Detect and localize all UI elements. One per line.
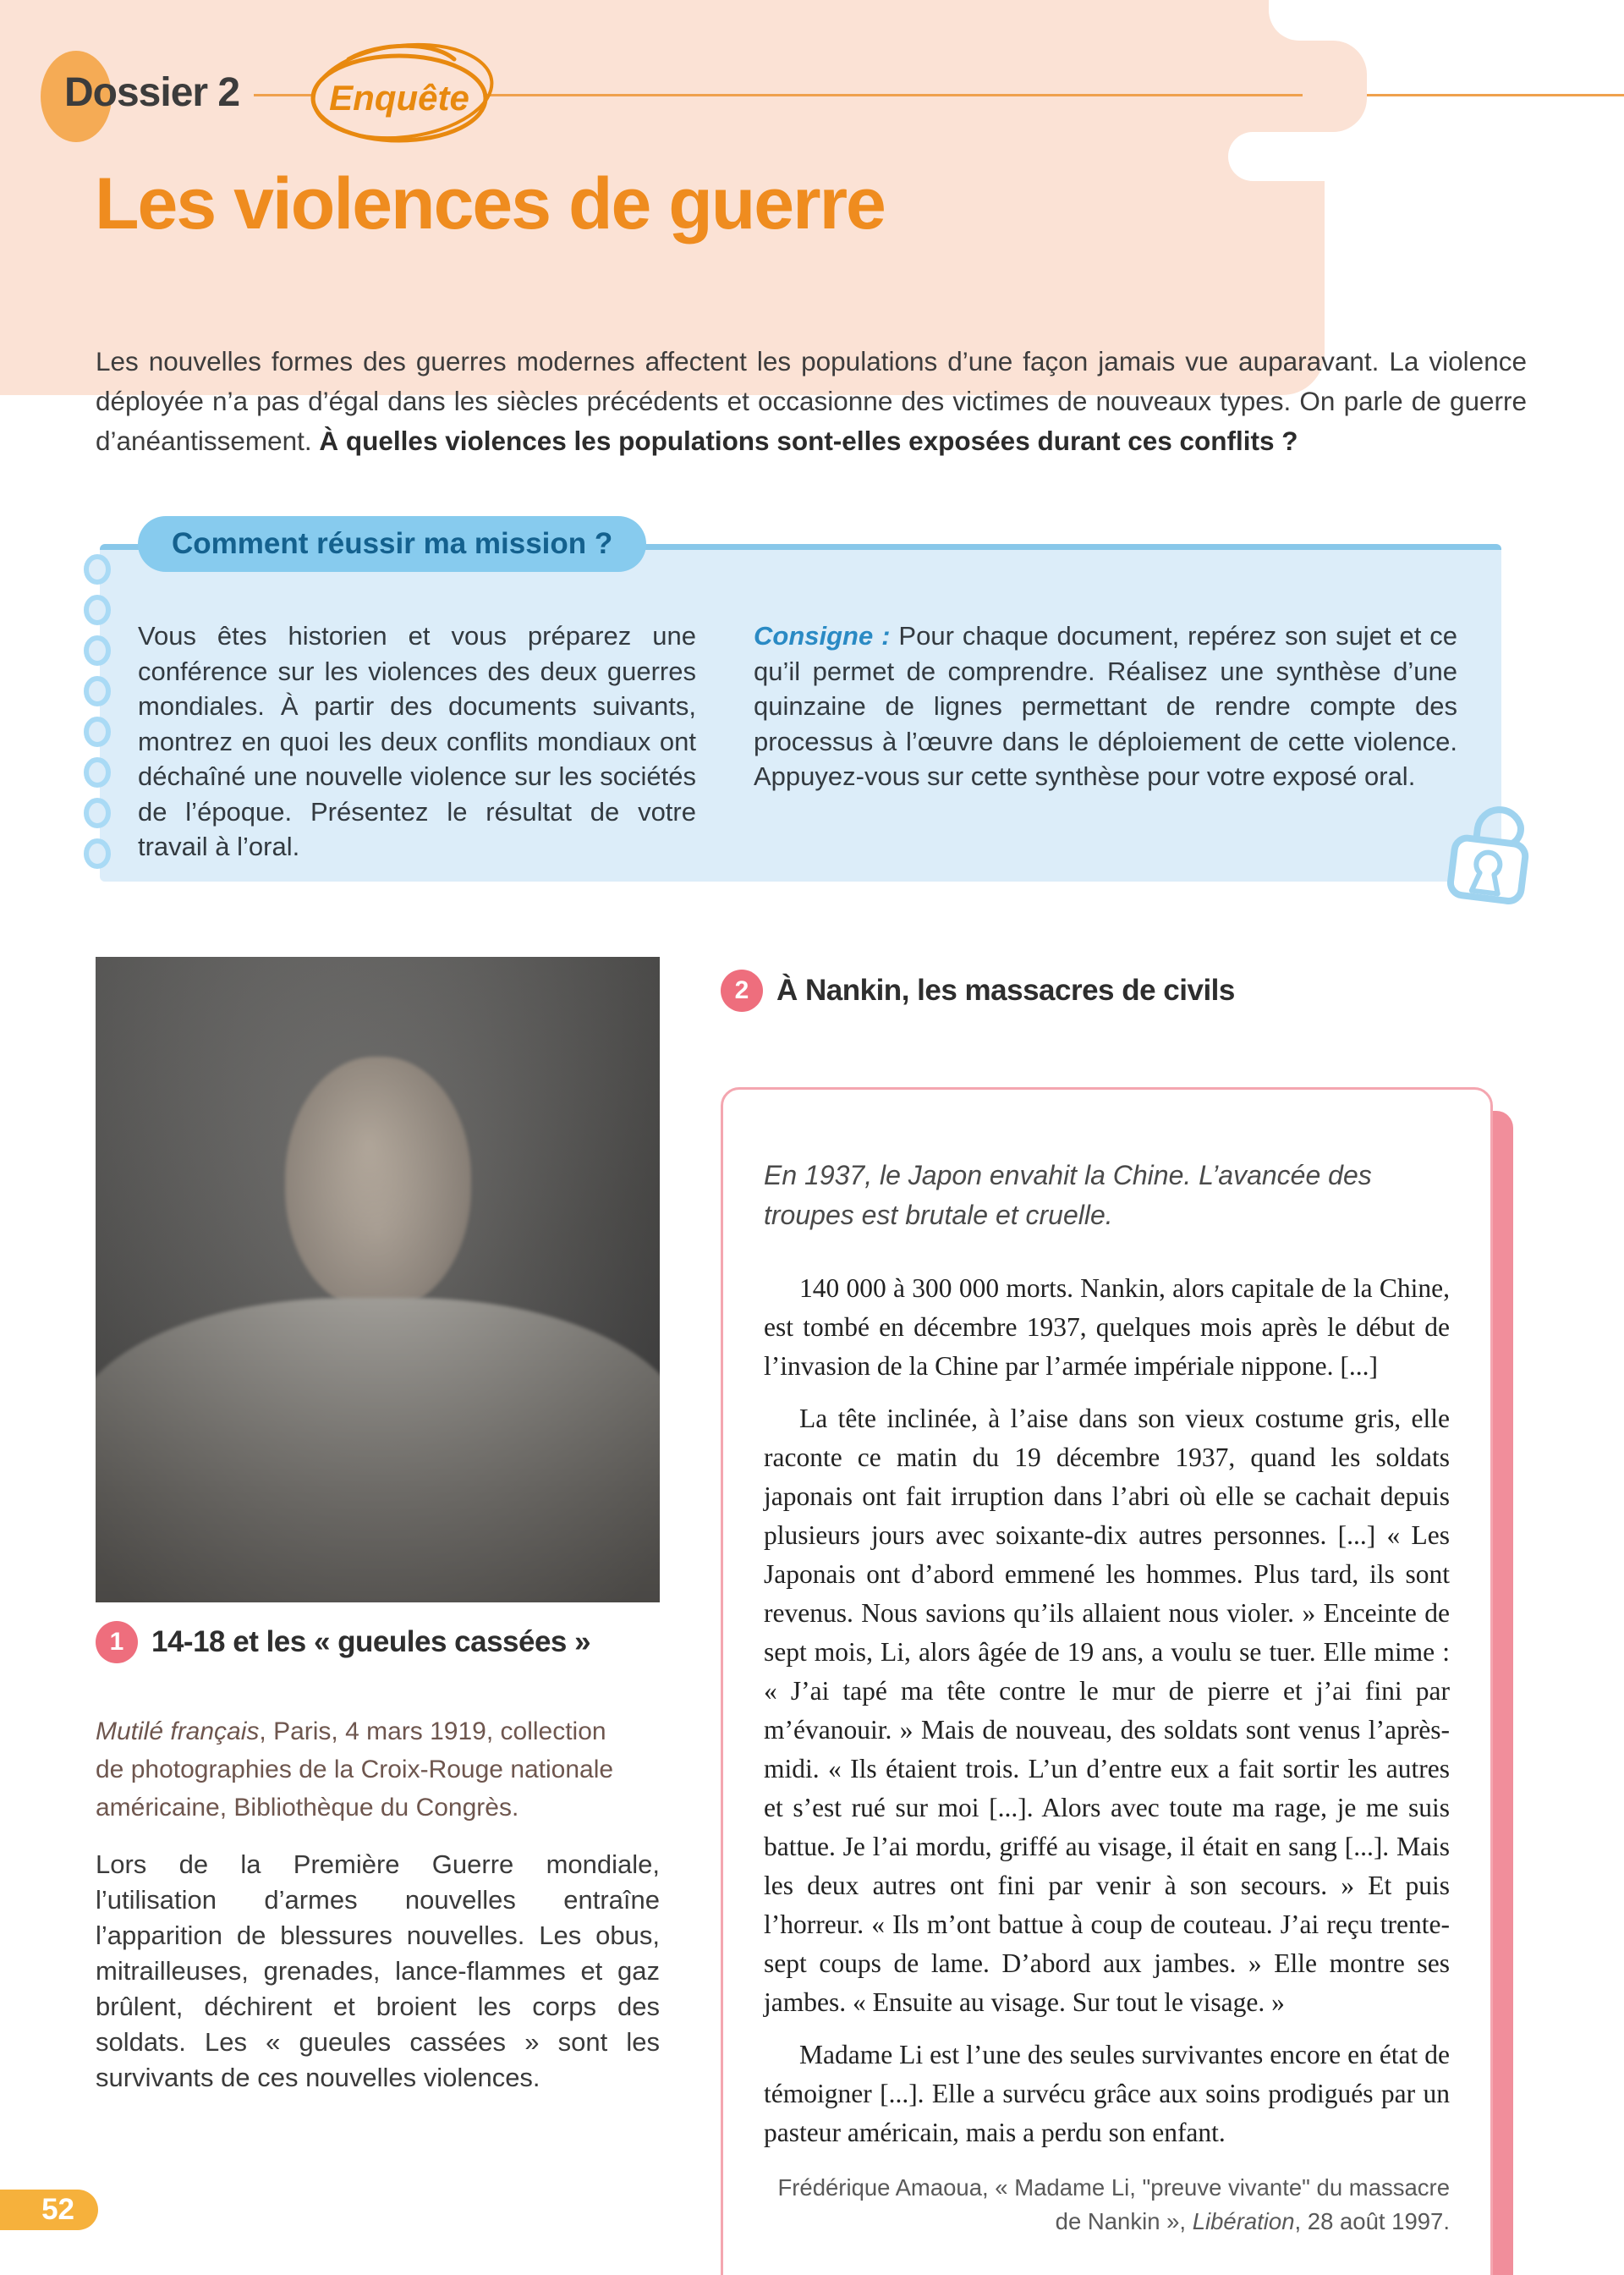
doc2-source-journal: Libération xyxy=(1192,2208,1295,2234)
spiral-binding-icon xyxy=(71,554,123,886)
doc2-number-badge: 2 xyxy=(721,970,763,1012)
doc1-caption xyxy=(96,1712,637,1827)
mission-title-pill xyxy=(138,516,646,572)
page-title: Les violences de guerre xyxy=(95,163,885,245)
doc2-source xyxy=(764,2171,1450,2239)
doc2-chapeau: En 1937, le Japon envahit la Chine. L’avancée des troupes est brutale et cruelle. xyxy=(764,1160,1372,1230)
doc1-title: 14-18 et les « gueules cassées » xyxy=(151,1625,591,1658)
mission-title: Comment réussir ma mission ? xyxy=(172,527,613,560)
doc1-caption-rest: , Paris, 4 mars 1919, collection de photographies de la Croix-Rouge nationale américaine, Bibliothèque du Congrès. xyxy=(96,1717,614,1822)
page-number-pill xyxy=(0,2190,98,2230)
doc1-caption-title: Mutilé français xyxy=(96,1717,260,1745)
doc2-paragraph-3: Madame Li est l’une des seules survivantes encore en état de témoigner [...]. Elle a survécu grâce aux soins prodigués par un pasteur américain, mais a perdu son enfant. xyxy=(764,2040,1450,2147)
page-number: 52 xyxy=(41,2193,74,2226)
soldier-photo xyxy=(96,957,660,1602)
page-header xyxy=(0,0,1325,395)
intro-text: Les nouvelles formes des guerres modernes affectent les populations d’une façon jamais vue auparavant. La violence déployée n’a pas d’égal dans les siècles précédents et occasionne des victimes de nouveaux types. On parle de guerre d’anéantissement. xyxy=(96,345,1527,456)
doc2-paragraph-2: La tête inclinée, à l’aise dans son vieux costume gris, elle raconte ce matin du 19 décembre 1937, quand les soldats japonais ont fait irruption dans l’abri où elle se cachait depuis plusieurs jours avec soixante-dix autres personnes. [...] « Les Japonais ont d’abord emmené les hommes. Plus tard, ils sont revenus. Nous savions qu’ils allaient nous violer. » Enceinte de sept mois, Li, alors âgée de 19 ans, a voulu se tuer. Elle mime : « J’ai tapé ma tête contre le mur de pierre et j’ai fini par m’évanouir. » Mais de nouveau, des soldats sont venus l’après-midi. « Ils étaient trois. L’un d’entre eux a fait sortir les autres et s’est rué sur moi [...]. Alors avec toute ma rage, je me suis battue. Je l’ai mordu, griffé au visage, il était en sang [...]. Mais les deux autres ont fini par venir à son secours. » Et puis l’horreur. « Ils m’ont battue à coup de couteau. J’ai reçu trente-sept coups de lame. D’abord aux jambes. » Elle montre ses jambes. « Ensuite au visage. Sur tout le visage. » xyxy=(764,1404,1450,2017)
doc2-header xyxy=(721,970,1235,1012)
consigne-body: Pour chaque document, repérez son sujet et ce qu’il permet de comprendre. Réalisez une synthèse d’une quinzaine de lignes permettant de rendre compte des processus à l’œuvre dans le déploiement de cette violence. Appuyez-vous sur cette synthèse pour votre exposé oral. xyxy=(754,621,1457,791)
open-lock-icon xyxy=(1436,789,1544,911)
enquete-badge xyxy=(298,41,501,152)
doc1-body-text: Lors de la Première Guerre mondiale, l’utilisation d’armes nouvelles entraîne l’apparition de blessures nouvelles. Les obus, mitrailleuses, grenades, lance-flammes et gaz brûlent, déchirent et broient les corps des soldats. Les « gueules cassées » sont les survivants de ces nouvelles violences. xyxy=(96,1849,660,2092)
doc1-number-badge: 1 xyxy=(96,1621,138,1663)
doc2-source-date: , 28 août 1997. xyxy=(1294,2208,1450,2234)
doc2-paragraph-1: 140 000 à 300 000 morts. Nankin, alors capitale de la Chine, est tombé en décembre 1937, quelques mois après le début de l’invasion de la Chine par l’armée impériale nippone. [...] xyxy=(764,1273,1450,1381)
intro-paragraph xyxy=(96,342,1527,461)
mission-brief-text: Vous êtes historien et vous préparez une conférence sur les violences des deux guerres mondiales. À partir des documents suivants, montrez en quoi les deux conflits mondiaux ont déchaîné une nouvelle violence sur les sociétés de l’époque. Présentez le résultat de votre travail à l’oral. xyxy=(138,621,696,861)
header-notch-top xyxy=(1269,0,1624,41)
photo-vignette xyxy=(96,957,660,1602)
header-tab-decoration xyxy=(1303,41,1367,132)
header-notch-mid xyxy=(1228,132,1624,181)
enquete-scribble-ellipse-icon xyxy=(298,41,501,152)
doc2-title: À Nankin, les massacres de civils xyxy=(776,974,1235,1007)
doc2-source-author: Frédérique Amaoua, « Madame Li, "preuve vivante" du massacre de Nankin », xyxy=(777,2174,1450,2234)
doc2-card xyxy=(721,1087,1493,2275)
dossier-label: Dossier 2 xyxy=(64,70,240,115)
mission-consigne-text xyxy=(754,618,1457,794)
enquete-label: Enquête xyxy=(329,78,469,118)
consigne-label: Consigne : xyxy=(754,621,891,651)
intro-question: À quelles violences les populations sont-elles exposées durant ces conflits ? xyxy=(319,425,1298,456)
doc1-header xyxy=(96,1621,590,1663)
